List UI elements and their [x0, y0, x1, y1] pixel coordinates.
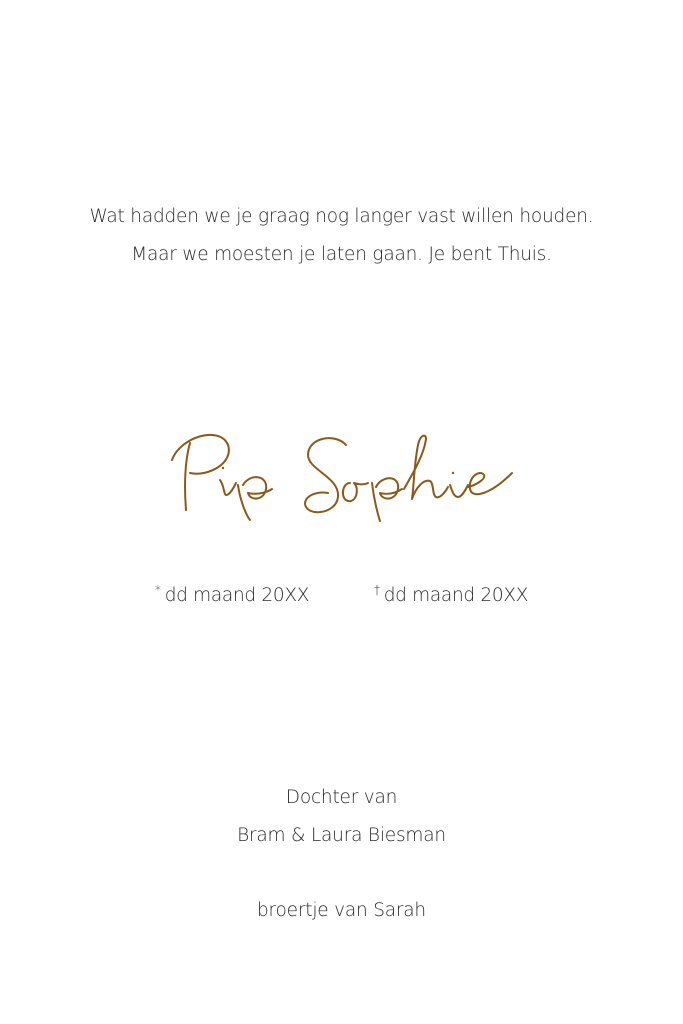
family-line-3: broertje van Sarah — [257, 900, 426, 921]
script-letter-S — [305, 438, 346, 512]
poem-text — [0, 200, 683, 276]
death-date-text: dd maand 20XX — [383, 585, 529, 606]
family-line-2: Bram & Laura Biesman — [237, 825, 446, 846]
script-letter-i2 — [450, 485, 468, 497]
death-symbol: † — [374, 583, 380, 597]
script-letter-p2 — [372, 478, 402, 521]
family-line-1: Dochter van — [285, 787, 398, 808]
handwritten-name-graphic — [150, 415, 540, 530]
birth-symbol: * — [155, 583, 161, 597]
birth-date — [155, 585, 309, 606]
script-letter-h — [404, 436, 448, 499]
birth-date-text: dd maand 20XX — [164, 585, 310, 606]
script-letter-i — [220, 480, 236, 495]
script-letter-p — [238, 477, 272, 520]
script-letter-o — [343, 483, 368, 501]
poem-line-2: Maar we moesten je laten gaan. Je bent Thuis. — [131, 244, 552, 265]
poem-line-1: Wat hadden we je graag nog langer vast willen houden. — [89, 206, 594, 227]
death-date — [374, 585, 528, 606]
deceased-name-script — [150, 415, 540, 530]
script-letter-P — [172, 435, 229, 510]
script-letter-e — [468, 473, 512, 494]
